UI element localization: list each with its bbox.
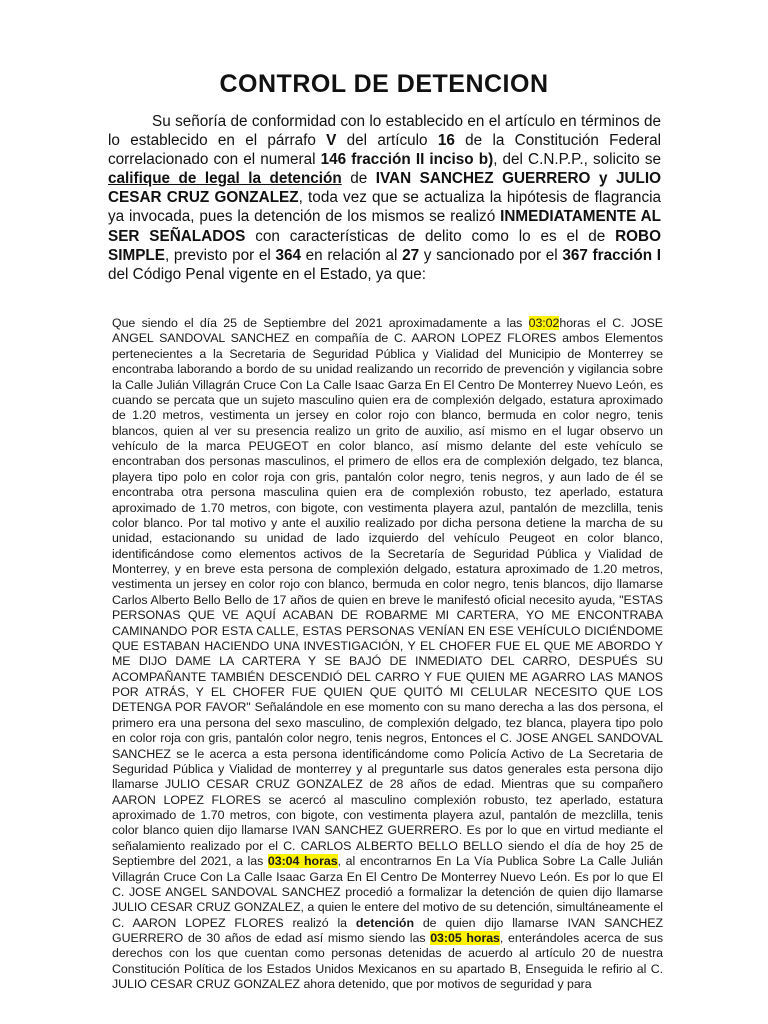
highlighted-time: 03:04 horas — [267, 854, 338, 869]
intro-bold: ROBO SIMPLE — [108, 227, 661, 264]
narrative-text: horas el C. JOSE ANGEL SANDOVAL SANCHEZ en compañía de C. AARON LOPEZ FLORES ambos Elementos pertenecientes a la Secretaria de Seguridad Pública y Vialidad del Municipio de Monterrey se encontraba laborando a bordo de su unidad realizando un recorrido de prevención y vigilancia sobre la Calle Julián Villagrán Cruce Con La Calle Isaac Garza En El Centro De Monterrey Nuevo León, es cuando se percata que un sujeto masculino quien era de complexión delgado, estatura aproximado de 1.20 metros, vestimenta un jersey en color rojo con blanco, bermuda en color negro, tenis blancos, quien al ver su presencia realizo un grito de auxilio, así mismo en el lugar observo un vehículo de la marca PEUGEOT en color blanco, así mismo delante del este vehículo se encontraban dos personas masculinos, el primero de ellos era de complexión delgado, tez blanca, playera tipo polo en color roja con gris, pantalón color negro, tenis negros, y aun lado de él se encontraba otra persona masculina quien era de complexión robusto, tez aperlado, estatura aproximado de 1.70 metros, con bigote, con vestimenta playera azul, pantalón de mezclilla, tenis color blanco. Por tal motivo y ante el auxilio realizado por dicha persona detiene la marcha de su unidad, estacionando su unidad de lado izquierdo del vehículo Peugeot en color blanco, identificándose como elementos activos de la Secretaría de Seguridad Pública y Vialidad de Monterrey, y en breve esta persona de complexión delgado, estatura aproximado de 1.20 metros, vestimenta un jersey en color rojo con blanco, bermuda en color negro, tenis blancos, dijo llamarse Carlos Alberto Bello Bello de 17 años de quien en breve le manifestó oficial necesito ayuda, "ESTAS PERSONAS QUE VE AQUÍ ACABAN DE ROBARME MI CARTERA, YO ME ENCONTRABA CAMINANDO POR ESTA CALLE, ESTAS PERSONAS VENÍAN EN ESE VEHÍCULO DICIÉNDOME QUE ESTABAN HACIENDO UNA INVESTIGACIÓN, Y EL CHOFER FUE EL QUE ME ABORDO Y ME DIJO DAME LA CARTERA Y SE BAJÓ DE INMEDIATO DEL CARRO, DESPUÉS SU ACOMPAÑANTE TAMBIÉN DESCENDIÓ DEL CARRO Y FUE QUIEN ME AGARRO LAS MANOS POR ATRÁS, Y EL CHOFER FUE QUIEN QUE QUITÓ MI CELULAR NECESITO QUE LOS DETENGA POR FAVOR" Señalándole en ese momento con su mano derecha a las dos persona, el primero era una persona del sexo masculino, de complexión delgado, tez blanca, playera tipo polo en color roja con gris, pantalón color negro, tenis negros, Entonces el C. JOSE ANGEL SANDOVAL SANCHEZ se le acerca a esta persona identificándome como Policía Activo de La Secretaria de Seguridad Pública y Vialidad de monterrey y al preguntarle sus datos generales esta persona dijo llamarse JULIO CESAR CRUZ GONZALEZ de 28 años de edad. Mientras que su compañero AARON LOPEZ FLORES se acercó al masculino complexión robusto, tez aperlado, estatura aproximado de 1.70 metros, con bigote, con vestimenta playera azul, pantalón de mezclilla, tenis color blanco quien dijo llamarse IVAN SANCHEZ GUERRERO. Es por lo que en virtud mediante el señalamiento realizado por el C. CARLOS ALBERTO BELLO BELLO siendo el día de hoy 25 de Septiembre del 2021, a las — [112, 316, 664, 869]
intro-text: , del C.N.P.P., solicito se — [493, 151, 661, 169]
intro-bold: 146 fracción II inciso b) — [320, 151, 494, 169]
intro-text: con características de delito como lo es el de — [245, 227, 616, 245]
intro-bold: 364 — [275, 246, 301, 264]
intro-bold: V — [326, 132, 337, 150]
intro-underlined-bold: califique de legal la detención — [108, 170, 342, 188]
narrative-text: , enterándoles acerca de sus derechos con los que cuentan como personas detenidas de acuerdo al artículo 20 de nuestra Constitución Política de los Estados Unidos Mexicanos en su apartado B, Enseguida le refirio al C. JULIO CESAR CRUZ GONZALEZ ahora detenido, que por motivos de seguridad y para — [112, 931, 664, 992]
highlighted-time: 03:02 — [528, 316, 560, 330]
narrative-bold: detención — [355, 915, 414, 930]
intro-text: de la Constitución Federal correlacionado con el numeral — [108, 132, 662, 169]
intro-text: , toda vez que se actualiza la hipótesis de flagrancia ya invocada, pues la detención de los mismos se realizó — [108, 189, 661, 226]
intro-text: de — [341, 170, 376, 188]
narrative-text: de quien dijo llamarse IVAN SANCHEZ GUERRERO de 30 años de edad así mismo siendo las — [112, 915, 663, 945]
narrative-paragraph — [112, 316, 663, 993]
intro-bold: 367 fracción I — [562, 246, 661, 264]
narrative-text: Que siendo el día 25 de Septiembre del 2021 aproximadamente a las — [112, 316, 529, 330]
document-title: CONTROL DE DETENCION — [219, 70, 549, 98]
intro-bold: INMEDIATAMENTE AL SER SEÑALADOS — [108, 208, 661, 245]
intro-text: y sancionado por el — [419, 246, 563, 264]
intro-bold: 16 — [437, 132, 455, 150]
intro-text: , previsto por el — [164, 246, 276, 264]
narrative-text: , al encontrarnos En La Vía Publica Sobre La Calle Julián Villagrán Cruce Con La Calle Isaac Garza En El Centro De Monterrey Nuevo León. Es por lo que El C. JOSE ANGEL SANDOVAL SANCHEZ procedió a formalizar la detención de quien dijo llamarse JULIO CESAR CRUZ GONZALEZ, a quien le entere del motivo de su detención, simultáneamente el C. AARON LOPEZ FLORES realizó la — [112, 854, 663, 930]
highlighted-time: 03:05 horas — [430, 931, 500, 945]
intro-bold: 27 — [402, 246, 420, 264]
intro-text: del artículo — [336, 132, 438, 150]
intro-bold: IVAN SANCHEZ GUERRERO y JULIO CESAR CRUZ GONZALEZ — [108, 170, 661, 207]
intro-text: del Código Penal vigente en el Estado, ya que: — [108, 265, 427, 283]
intro-paragraph — [108, 112, 661, 284]
intro-text: Su señoría de conformidad con lo establecido en el artículo en términos de lo establecido en el párrafo — [108, 113, 661, 150]
intro-text: en relación al — [300, 246, 403, 264]
